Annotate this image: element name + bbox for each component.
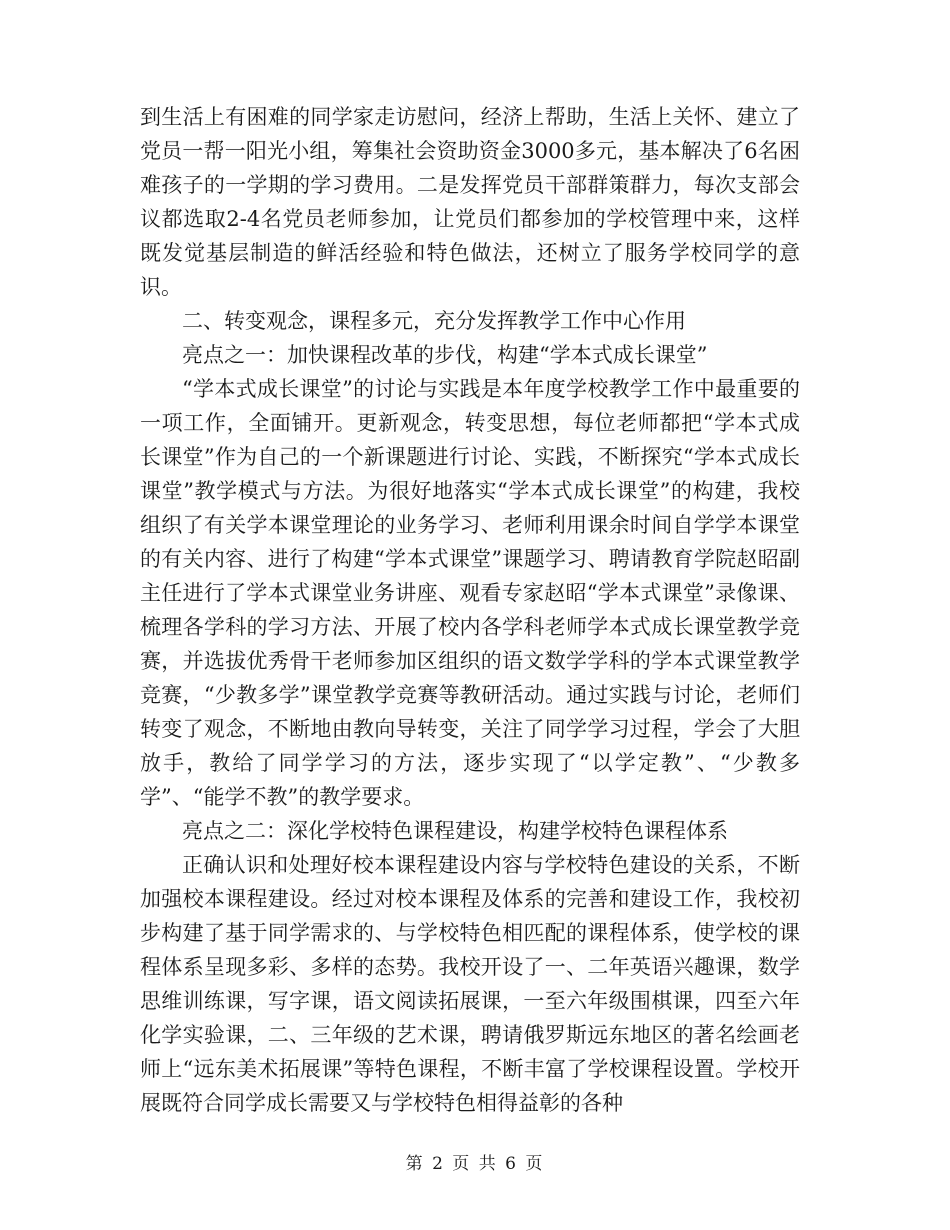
highlight-heading-1: 亮点之一：加快课程改革的步伐，构建“学本式成长课堂” (182, 343, 708, 367)
paragraph-classroom: “学本式成长课堂”的讨论与实践是本年度学校教学工作中最重要的一项工作，全面铺开。更新观念，转变思想，每位老师都把“学本式成长课堂”作为自己的一个新课题进行讨论、实践，不断探究“学本式成长课堂”教学模式与方法。为很好地落实“学本式成长课堂”的构建，我校组织了有关学本课堂理论的业务学习、老师利用课余时间自学学本课堂的有关内容、进行了构建“学本式课堂”课题学习、聘请教育学院赵昭副主任进行了学本式课堂业务讲座、观看专家赵昭“学本式课堂”录像课、梳理各学科的学习方法、开展了校内各学科老师学本式成长课堂教学竞赛，并选拔优秀骨干老师参加区组织的语文数学学科的学本式课堂教学竞赛，“少教多学”课堂教学竞赛等教研活动。通过实践与讨论，老师们转变了观念，不断地由教向导转变，关注了同学学习过程，学会了大胆放手，教给了同学学习的方法，逐步实现了“以学定教”、“少教多学”、“能学不教”的教学要求。 (140, 377, 800, 809)
page-number-footer: 第 2 页 共 6 页 (405, 1154, 545, 1174)
highlight-heading-2: 亮点之二：深化学校特色课程建设，构建学校特色课程体系 (182, 819, 728, 843)
body-text (140, 100, 800, 1120)
paragraph-continued: 到生活上有困难的同学家走访慰问，经济上帮助，生活上关怀、建立了党员一帮一阳光小组，筹集社会资助资金3000多元，基本解决了6名困难孩子的一学期的学习费用。二是发挥党员干部群策群力，每次支部会议都选取2-4名党员老师参加，让党员们都参加的学校管理中来，这样既发觉基层制造的鲜活经验和特色做法，还树立了服务学校同学的意识。 (140, 105, 800, 299)
paragraph-curriculum: 正确认识和处理好校本课程建设内容与学校特色建设的关系，不断加强校本课程建设。经过对校本课程及体系的完善和建设工作，我校初步构建了基于同学需求的、与学校特色相匹配的课程体系，使学校的课程体系呈现多彩、多样的态势。我校开设了一、二年英语兴趣课，数学思维训练课，写字课，语文阅读拓展课，一至六年级围棋课，四至六年化学实验课，二、三年级的艺术课，聘请俄罗斯远东地区的著名绘画老师上“远东美术拓展课”等特色课程，不断丰富了学校课程设置。学校开展既符合同学成长需要又与学校特色相得益彰的各种 (140, 853, 800, 1115)
section-heading: 二、转变观念，课程多元，充分发挥教学工作中心作用 (182, 309, 686, 333)
